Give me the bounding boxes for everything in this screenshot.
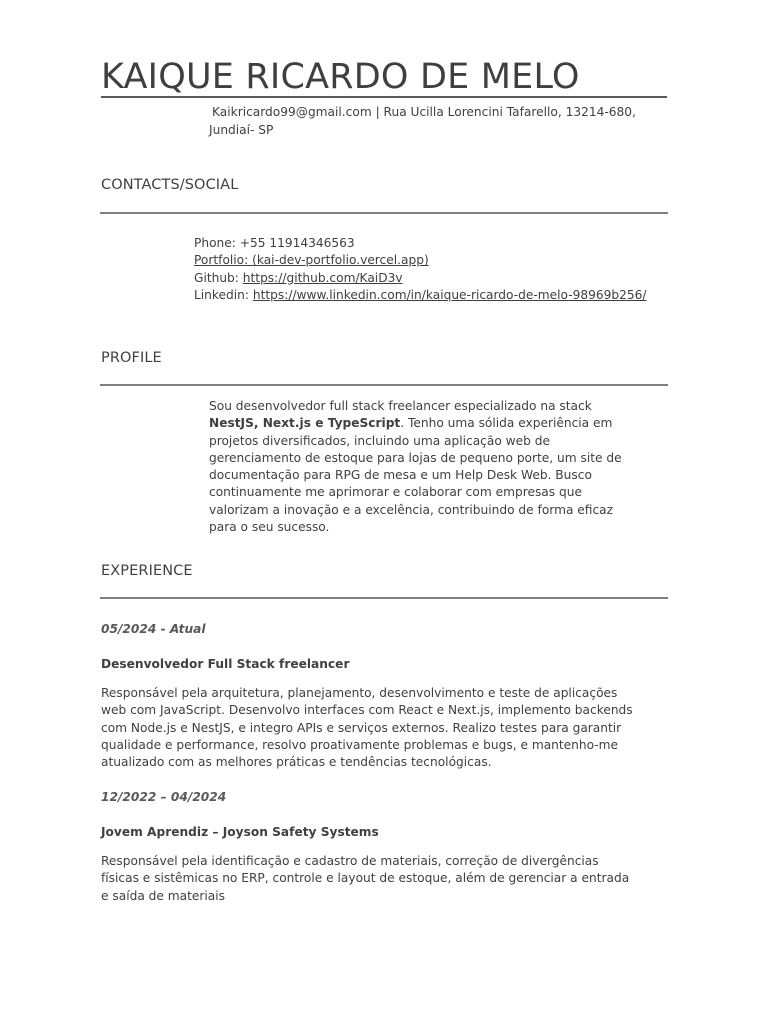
job-role: Jovem Aprendiz – Joyson Safety Systems <box>101 825 379 839</box>
linkedin-label: Linkedin: <box>194 288 253 303</box>
github-label: Github: <box>194 270 243 285</box>
contacts-list <box>194 235 646 305</box>
experience-divider <box>100 597 668 599</box>
job-role: Desenvolvedor Full Stack freelancer <box>101 657 350 671</box>
experience-section-title: EXPERIENCE <box>101 563 193 579</box>
job-date: 05/2024 - Atual <box>101 622 206 636</box>
linkedin-link[interactable]: https://www.linkedin.com/in/kaique-ricardo-de-melo-98969b256/ <box>252 288 647 303</box>
contacts-divider <box>100 212 668 214</box>
phone-row <box>194 235 646 252</box>
header-contact-line: Kaikricardo99@gmail.com | Rua Ucilla Lorencini Tafarello, 13214-680, Jundiaí- SP <box>209 105 636 137</box>
candidate-name: KAIQUE RICARDO DE MELO <box>101 58 667 98</box>
linkedin-row <box>194 287 646 304</box>
github-row <box>194 270 646 287</box>
phone-label: Phone: <box>194 236 240 250</box>
portfolio-row <box>194 252 646 269</box>
profile-text-body: . Tenho uma sólida experiência em projetos diversificados, incluindo uma aplicação web de gerenciamento de estoque para lojas de pequeno porte, um site de documentação para RPG de mesa e um Help Desk Web. Busco continuamente me aprimorar e colaborar com empresas que valorizam a inovação e a excelência, contribuindo de forma eficaz para o seu sucesso. <box>209 416 622 535</box>
phone-value: +55 11914346563 <box>239 236 355 250</box>
profile-summary <box>209 398 629 536</box>
contacts-section-title: CONTACTS/SOCIAL <box>101 177 239 193</box>
job-description: Responsável pela arquitetura, planejamento, desenvolvimento e teste de aplicações web com JavaScript. Desenvolvo interfaces com React e Next.js, implemento backends com Node.js e NestJS, e integro APIs e serviços externos. Realizo testes para garantir qualidade e performance, resolvo proativamente problemas e bugs, e mantenho-me atualizado com as melhores práticas e tendências tecnológicas. <box>101 686 633 770</box>
github-link[interactable]: https://github.com/KaiD3v <box>242 270 403 285</box>
portfolio-link[interactable]: Portfolio: (kai-dev-portfolio.vercel.app) <box>194 253 429 268</box>
job-date: 12/2022 – 04/2024 <box>101 790 227 804</box>
profile-text-intro: Sou desenvolvedor full stack freelancer especializado na stack <box>209 399 592 413</box>
profile-stack-highlight: NestJS, Next.js e TypeScript <box>209 416 401 431</box>
profile-divider <box>100 384 668 386</box>
job-description: Responsável pela identificação e cadastro de materiais, correção de divergências físicas e sistêmicas no ERP, controle e layout de estoque, além de gerenciar a entrada e saída de materiais <box>101 854 630 903</box>
profile-section-title: PROFILE <box>101 350 162 366</box>
